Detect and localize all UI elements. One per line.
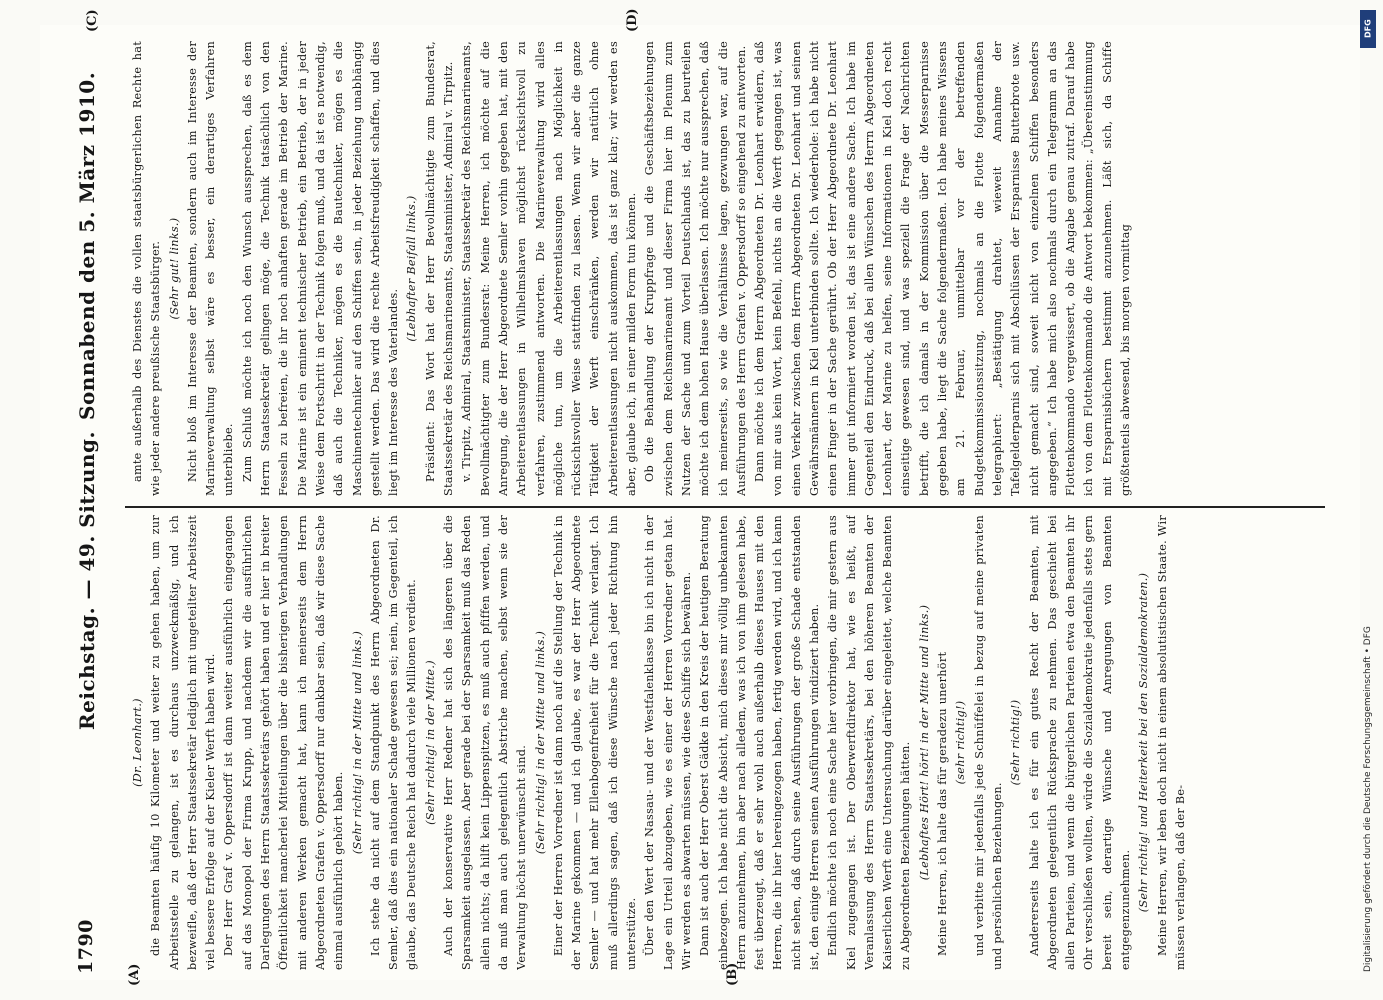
right-column [129,41,1324,496]
paragraph: Einer der Herren Vorredner ist dann noch auf die Stellung der Technik in der Marine gekommen — und ich glaube, es war der Herr Abgeordnete Semler — und hat mehr Ellenbogenfreiheit für die Technik verlangt. Ich muß allerdings sagen, daß ich diese Wünsche nach jeder Richtung hin unterstütze. [551,515,639,970]
left-column [129,515,1324,970]
digitization-credit: Digitalisierung gefördert durch die Deutsche Forschungsgemeinschaft • DFG [1363,626,1373,972]
interjection: (Sehr richtig! und Heiterkeit bei den Sozialdemokraten.) [1137,572,1151,913]
session-title: Reichstag. — 49. Sitzung. [75,431,99,730]
paragraph: Andererseits halte ich es für ein gutes Recht der Beamten, mit Abgeordneten gelegentlich Rücksprache zu nehmen. Das geschieht bei allen Parteien, und wenn die bürgerlichen Parteien etwa den Beamten ihr Ohr verschließen wollten, würde die Sozialdemokratie jedenfalls stets gern bereit sein, derartige Wünsche und Anregungen von Beamten entgegenzunehmen. [1027,515,1133,970]
page-header [65,30,111,980]
margin-mark-a: (A) [127,963,142,986]
paragraph: Auch der konservative Herr Redner hat sich des längeren über die Sparsamkeit ausgelassen. Aber gerade bei der Sparsamkeit muß das Reden allein nichts; da hilft kein Lippenspitzen, es muß auch pfiffen werden, und da muß man auch gelegentlich Abstriche machen, selbst wenn sie der Verwaltung höchst unerwünscht sind. [442,515,529,970]
margin-mark-d: (D) [625,8,640,32]
speaker-label: (Dr. Leonhart.) [131,698,144,787]
paragraph: Ich stehe da nicht auf dem Standpunkt des Herrn Abgeordneten Dr. Semler, daß dies ein nationaler Schade gewesen sei; nein, im Gegenteil, ich glaube, das Deutsche Reich hat dadurch viele Millionen verdient. [368,515,419,970]
interjection: (Sehr richtig! in der Mitte und links.) [533,630,547,855]
paragraph: amte außerhalb des Dienstes die vollen staatsbürgerlichen Rechte hat wie jeder andere preußische Staatsbürger. [131,41,163,496]
scanned-page [40,8,1360,986]
paragraph: die Beamten häufig 10 Kilometer und weiter zu gehen haben, um zur Arbeitsstelle zu gelangen, ist es durchaus unzweckmäßig, und ich bezweifle, daß der Herr Staatssekretär lediglich mit ungeteilter Arbeitszeit viel bessere Erfolge auf der Kieler Werft haben wird. [149,515,218,970]
column-divider [125,507,1325,509]
interjection: (Sehr richtig! in der Mitte.) [423,660,437,825]
interjection: (Sehr richtig! in der Mitte und links.) [350,630,364,855]
paragraph: und verbitte mir jedenfalls jede Schnüffelei in bezug auf meine privaten und persönlichen Beziehungen. [972,515,1004,970]
page-number: 1790 [75,919,97,974]
dfg-badge: DFG [1360,10,1376,48]
interjection: (Sehr gut! links.) [167,217,181,320]
interjection: (Lebhafter Beifall links.) [405,195,419,342]
session-date: Sonnabend den 5. März 1910. [75,71,99,420]
paragraph: Der Herr Graf v. Oppersdorff ist dann weiter ausführlich eingegangen auf das Monopol der Firma Krupp, und nachdem wir die ausführlichen Darlegungen des Herrn Staatssekretärs gehört haben und er hier in breiter Öffentlichkeit mancherlei Mitteilungen über die bisherigen Verhandlungen mit anderen Werken gemacht hat, kann ich meinerseits dem Herrn Abgeordneten Grafen v. Oppersdorff nur dankbar sein, daß wir diese Sache einmal ausführlich gehört haben. [222,515,346,970]
paragraph: Nicht bloß im Interesse der Beamten, sondern auch im Interesse der Marineverwaltung selbst wäre es besser, ein derartiges Verfahren unterbliebe. [185,41,236,496]
paragraph: Ob die Behandlung der Kruppfrage und die Geschäftsbeziehungen zwischen dem Reichsmarineamt und dieser Firma hier im Plenum zum Nutzen der Sache und zum Vorteil Deutschlands ist, das zu beurteilen möchte ich dem hohen Hause überlassen. Ich möchte nur aussprechen, daß ich meinerseits, so wie die Verhältnisse lagen, gezwungen war, auf die Ausführungen des Herrn Grafen v. Oppersdorff so eingehend zu antworten. [643,41,748,496]
margin-mark-c: (C) [85,9,100,32]
paragraph: Über den Wert der Nassau- und der Westfalenklasse bin ich nicht in der Lage ein Urteil abzugeben, wie es einer der Herren Vorredner getan hat. Wir werden es abwarten müssen, wie diese Schiffe sich bewähren. [643,515,693,970]
rotated-page-content [65,8,1335,986]
paragraph: Präsident: Das Wort hat der Herr Bevollmächtigte zum Bundesrat, Staatssekretär des Reichsmarineamts, Staatsminister, Admiral v. Tirpitz. [423,41,456,496]
paragraph: Meine Herren, wir leben doch nicht in einem absolutistischen Staate. Wir müssen verlangen, daß der Be- [1155,515,1187,970]
paragraph: Dann möchte ich dem Herrn Abgeordneten Dr. Leonhart erwidern, daß von mir aus kein Wort, kein Befehl, nichts an die Werft gegangen ist, was einen Verkehr zwischen dem Herrn Abgeordneten Dr. Leonhart und seinen Gewährsmännern in Kiel unterbinden sollte. Ich wiederhole: ich habe nicht einen Finger in der Sache gerührt. Ob der Herr Abgeordnete Dr. Leonhart immer gut informiert worden ist, das ist eine andere Sache. Ich habe im Gegenteil den Eindruck, daß bei allen Wünschen des Herrn Abgeordneten Leonhart, der Marine zu helfen, seine Informationen in Kiel doch recht einseitige gewesen sind, und was speziell die Frage der Nachrichten betrifft, die ich damals in der Kommission über die Messerparnisse gegeben habe, liegt die Sache folgendermaßen. Ich habe meines Wissens am 21. Februar, unmittelbar vor der betreffenden Budgetkommissionssitzung, nochmals an die Flotte folgendermaßen telegraphiert: „Bestätigung drahtet, wieweit Annahme der Tafelgelderparnis sich mit Abschlüssen der Ersparnisse Butterbrote usw. nicht gemacht sind, soweit nicht von einzelnen Schiffen besonders angegeben.“ Ich habe mich also nochmals durch ein Telegramm an das Flottenkommando vergewissert, ob die Angabe genau zutraf. Darauf habe ich von dem Flottenkommando die Antwort bekommen: „Übereinstimmung mit Ersparnisbüchern bestimmt anzunehmen. Läßt sich, da Schiffe größtenteils abwesend, bis morgen vormittag [753,41,1133,496]
paragraph: Zum Schluß möchte ich noch den Wunsch aussprechen, daß es dem Herrn Staatssekretär gelingen möge, die Technik tatsächlich von den Fesseln zu befreien, die ihr noch anhaften gerade im Betrieb der Marine. Die Marine ist ein eminent technischer Betrieb, ein Betrieb, der in jeder Weise dem Fortschritt in der Technik folgen muß, und da ist es notwendig, daß auch die Techniker, mögen es die Bautechniker, mögen es die Maschinentechniker auf den Schiffen sein, in jeder Beziehung unabhängig gestellt werden. Das wird die rechte Arbeitsfreudigkeit schaffen, und dies liegt im Interesse des Vaterlandes. [240,41,401,496]
margin-mark-b: (B) [725,962,740,986]
interjection: (Sehr richtig!) [1009,699,1023,786]
paragraph: Dann ist auch der Herr Oberst Gädke in den Kreis der heutigen Beratung einbezogen. Ich habe nicht die Absicht, mich dieses mir völlig unbekannten Herrn anzunehmen, bin aber nach alledem, was ich von ihm gelesen habe, fest überzeugt, daß er sehr wohl auch außerhalb dieses Hauses mit den Herren, die ihr hier hereingezogen haben, fertig werden wird, und ich kann nicht sehen, daß durch seine Ausführungen der große Schade entstanden ist, den einige Herren seinen Ausführungen vindiziert haben. [698,515,821,970]
interjection: (sehr richtig!) [954,700,968,785]
paragraph: Endlich möchte ich noch eine Sache hier vorbringen, die mir gestern aus Kiel zugegangen ist. Der Oberwerftdirektor hat, wie es heißt, auf Veranlassung des Herrn Staatssekretärs, bei den höheren Beamten der Kaiserlichen Werft eine Untersuchung darüber eingeleitet, welche Beamten zu Abgeordneten Beziehungen hätten. [826,515,913,970]
paragraph: Meine Herren, ich halte das für geradezu unerhört [936,651,950,956]
paragraph: v. Tirpitz, Admiral, Staatsminister, Staatssekretär des Reichsmarineamts, Bevollmächtigter zum Bundesrat: Meine Herren, ich möchte auf die Anregung, die der Herr Abgeordnete Semler vorhin gegeben hat, mit den Arbeiterentlassungen in Wilhelmshaven möglichst rücksichtsvoll zu verfahren, zustimmend antworten. Die Marineverwaltung wird alles mögliche tun, um die Arbeiterentlassungen nach Möglichkeit in rücksichtsvoller Weise stattfinden zu lassen. Wenn wir aber die ganze Tätigkeit der Werft einschränken, werden wir natürlich ohne Arbeiterentlassungen nicht auskommen, das ist ganz klar; wir werden es aber, glaube ich, in einer milden Form tun können. [460,41,639,496]
interjection: (Lebhaftes Hört! hört! in der Mitte und links.) [917,604,931,881]
